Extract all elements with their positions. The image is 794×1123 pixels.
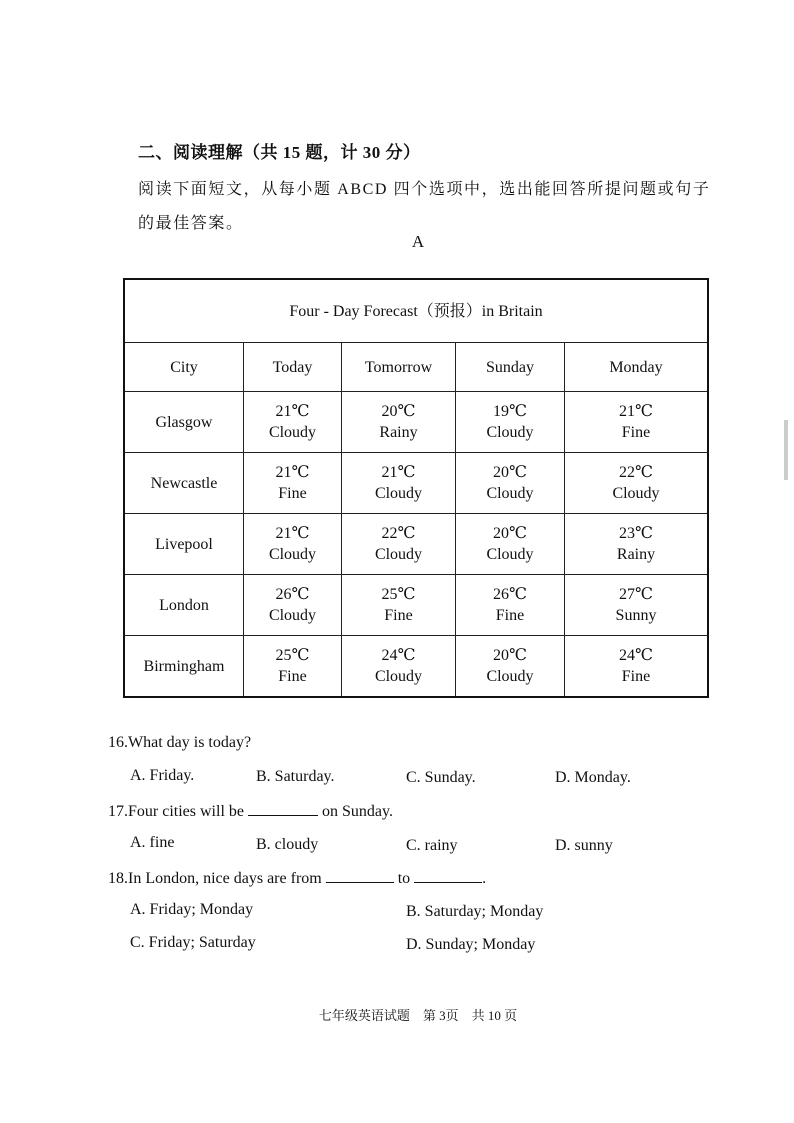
weather: Cloudy	[268, 546, 317, 563]
header-sunday: Sunday	[456, 343, 565, 392]
question-18-stem	[108, 868, 486, 888]
forecast-cell	[565, 575, 709, 636]
temperature: 20℃	[493, 464, 527, 481]
instructions: 阅读下面短文，从每小题 ABCD 四个选项中，选出能回答所提问题或句子的最佳答案。	[138, 181, 711, 232]
city-cell: Glasgow	[124, 392, 244, 453]
forecast-cell	[456, 453, 565, 514]
answer-blank	[248, 801, 318, 816]
forecast-cell	[456, 575, 565, 636]
question-text: on Sunday.	[317, 803, 393, 820]
forecast-cell	[456, 514, 565, 575]
weather: Rainy	[379, 424, 418, 441]
option-18-b: B. Saturday; Monday	[406, 903, 544, 920]
option-16-d: D. Monday.	[555, 769, 631, 786]
question-text: 18.In London, nice days are from	[108, 870, 326, 887]
temperature: 21℃	[275, 403, 310, 420]
temperature: 24℃	[381, 647, 416, 664]
header-tomorrow: Tomorrow	[342, 343, 456, 392]
scan-edge-mark	[784, 420, 788, 480]
temperature: 21℃	[619, 403, 653, 420]
table-header-row	[124, 343, 708, 392]
option-18-d: D. Sunday; Monday	[406, 936, 536, 953]
option-17-c: C. rainy	[406, 837, 458, 854]
weather: Cloudy	[268, 607, 317, 624]
option-16-c: C. Sunday.	[406, 769, 476, 786]
passage-label: A	[411, 232, 425, 251]
forecast-cell	[565, 514, 709, 575]
temperature: 22℃	[619, 464, 653, 481]
option-17-d: D. sunny	[555, 837, 613, 854]
forecast-cell	[342, 575, 456, 636]
option-17-a: A. fine	[130, 834, 175, 851]
temperature: 22℃	[381, 525, 416, 542]
temperature: 25℃	[381, 586, 416, 603]
question-text: 17.Four cities will be	[108, 803, 248, 820]
table-row	[124, 575, 708, 636]
temperature: 25℃	[275, 647, 310, 664]
temperature: 20℃	[381, 403, 416, 420]
city-cell: Birmingham	[124, 636, 244, 698]
city-cell: Newcastle	[124, 453, 244, 514]
option-18-c: C. Friday; Saturday	[130, 934, 256, 951]
forecast-cell	[244, 392, 342, 453]
header-monday: Monday	[565, 343, 709, 392]
temperature: 24℃	[619, 647, 653, 664]
temperature: 21℃	[275, 464, 310, 481]
option-16-a: A. Friday.	[130, 767, 195, 784]
forecast-cell	[244, 514, 342, 575]
page-footer: 七年级英语试题 第 3页 共 10 页	[318, 1008, 518, 1023]
weather: Cloudy	[268, 424, 317, 441]
option-16-b: B. Saturday.	[256, 768, 335, 785]
table-row	[124, 453, 708, 514]
table-row	[124, 392, 708, 453]
weather: Fine	[621, 668, 651, 685]
header-city: City	[124, 343, 244, 392]
temperature: 26℃	[275, 586, 310, 603]
weather: Cloudy	[374, 668, 423, 685]
temperature: 21℃	[275, 525, 310, 542]
weather: Cloudy	[612, 485, 660, 502]
weather: Cloudy	[486, 485, 534, 502]
question-16-stem	[108, 734, 251, 752]
option-17-b: B. cloudy	[256, 836, 319, 853]
table-row	[124, 514, 708, 575]
forecast-cell	[456, 392, 565, 453]
forecast-cell	[342, 514, 456, 575]
weather: Cloudy	[374, 485, 423, 502]
table-title: Four - Day Forecast（预报）in Britain	[124, 279, 708, 343]
answer-blank	[414, 868, 482, 883]
forecast-cell	[244, 453, 342, 514]
temperature: 27℃	[619, 586, 653, 603]
forecast-cell	[342, 392, 456, 453]
weather: Rainy	[616, 546, 656, 563]
table-title-row	[124, 279, 708, 343]
temperature: 21℃	[381, 464, 416, 481]
question-text: 16.What day is today?	[108, 734, 252, 751]
weather: Fine	[621, 424, 651, 441]
forecast-cell	[565, 636, 709, 698]
weather: Cloudy	[486, 546, 534, 563]
temperature: 19℃	[493, 403, 527, 420]
weather: Sunny	[615, 607, 657, 624]
forecast-cell	[565, 453, 709, 514]
temperature: 23℃	[619, 525, 653, 542]
weather: Fine	[495, 607, 525, 624]
forecast-cell	[456, 636, 565, 698]
temperature: 26℃	[493, 586, 527, 603]
question-text: .	[482, 870, 487, 887]
city-cell: London	[124, 575, 244, 636]
weather: Cloudy	[486, 668, 534, 685]
forecast-cell	[244, 636, 342, 698]
weather: Cloudy	[486, 424, 534, 441]
answer-blank	[326, 868, 394, 883]
weather: Fine	[278, 668, 307, 685]
temperature: 20℃	[493, 647, 527, 664]
option-18-a: A. Friday; Monday	[130, 901, 254, 918]
forecast-cell	[565, 392, 709, 453]
question-text: to	[393, 870, 415, 887]
section-title: 二、阅读理解（共 15 题，计 30 分）	[138, 143, 421, 162]
table-row	[124, 636, 708, 698]
weather: Cloudy	[374, 546, 423, 563]
forecast-cell	[244, 575, 342, 636]
temperature: 20℃	[493, 525, 527, 542]
forecast-table	[123, 278, 709, 698]
header-today: Today	[244, 343, 342, 392]
question-17-stem	[108, 801, 393, 821]
weather: Fine	[278, 485, 307, 502]
forecast-cell	[342, 453, 456, 514]
city-cell: Livepool	[124, 514, 244, 575]
weather: Fine	[384, 607, 413, 624]
forecast-cell	[342, 636, 456, 698]
